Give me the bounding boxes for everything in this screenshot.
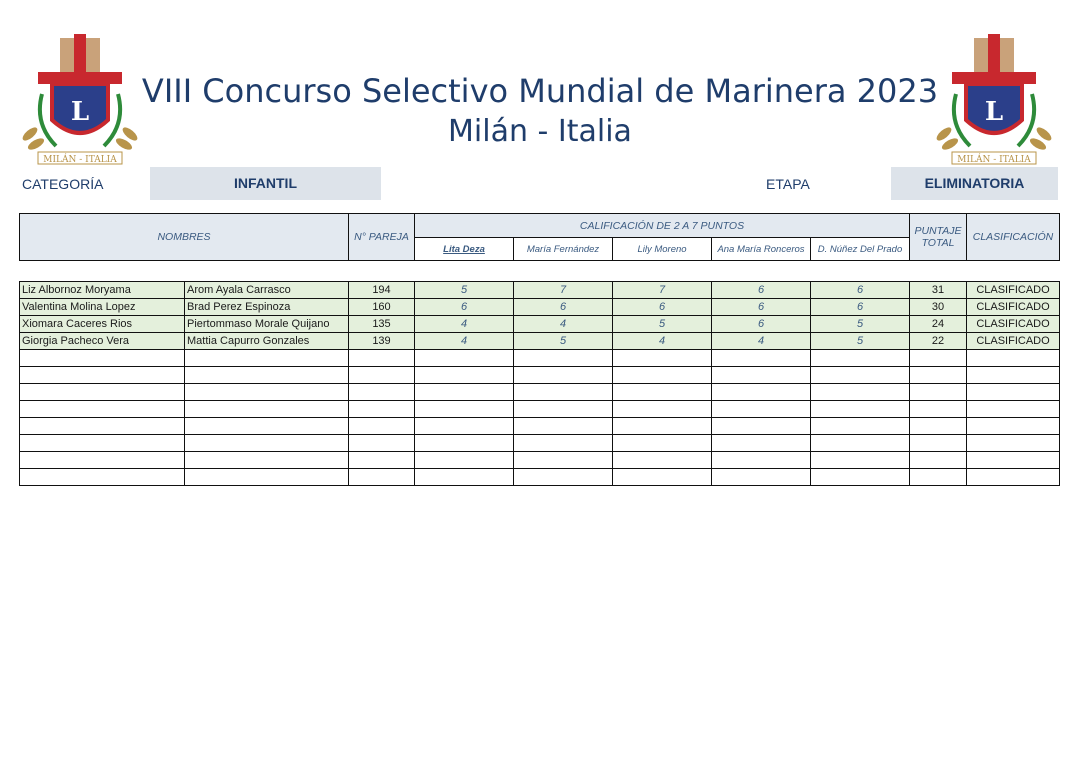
pair-number: 194 (349, 282, 415, 299)
empty-cell (811, 367, 910, 384)
empty-cell (415, 418, 514, 435)
empty-cell (349, 418, 415, 435)
results-table (19, 281, 1060, 486)
category-label: CATEGORÍA (22, 176, 104, 192)
empty-cell (811, 401, 910, 418)
empty-cell (349, 401, 415, 418)
empty-cell (967, 435, 1060, 452)
empty-cell (712, 350, 811, 367)
judge-score: 5 (613, 316, 712, 333)
empty-cell (415, 469, 514, 486)
judge-score: 7 (514, 282, 613, 299)
empty-cell (185, 384, 349, 401)
total-score: 22 (910, 333, 967, 350)
empty-cell (415, 350, 514, 367)
empty-cell (967, 367, 1060, 384)
empty-cell (20, 401, 185, 418)
empty-cell (415, 452, 514, 469)
empty-cell (349, 384, 415, 401)
empty-cell (811, 452, 910, 469)
empty-cell (185, 367, 349, 384)
empty-cell (712, 452, 811, 469)
empty-cell (967, 418, 1060, 435)
judge-score: 7 (613, 282, 712, 299)
stage-value: ELIMINATORIA (891, 167, 1058, 200)
judge-score: 6 (811, 282, 910, 299)
dancer-name-2: Brad Perez Espinoza (185, 299, 349, 316)
dancer-name-2: Mattia Capurro Gonzales (185, 333, 349, 350)
empty-row (20, 469, 1060, 486)
logo-caption: MILÁN - ITALIA (957, 155, 1031, 165)
empty-cell (613, 452, 712, 469)
empty-cell (613, 384, 712, 401)
empty-cell (349, 435, 415, 452)
judge-score: 4 (712, 333, 811, 350)
empty-cell (415, 401, 514, 418)
judge-name: María Fernández (514, 238, 613, 261)
empty-cell (514, 384, 613, 401)
empty-cell (349, 367, 415, 384)
table-row (20, 299, 1060, 316)
judge-score: 6 (712, 316, 811, 333)
empty-cell (20, 367, 185, 384)
empty-cell (910, 384, 967, 401)
page-subtitle: Milán - Italia (448, 114, 632, 149)
empty-cell (20, 418, 185, 435)
judge-name: Ana María Ronceros (712, 238, 811, 261)
classification: CLASIFICADO (967, 333, 1060, 350)
empty-cell (811, 469, 910, 486)
empty-row (20, 350, 1060, 367)
empty-row (20, 452, 1060, 469)
empty-cell (811, 418, 910, 435)
pair-number: 135 (349, 316, 415, 333)
empty-row (20, 418, 1060, 435)
empty-row (20, 401, 1060, 418)
empty-cell (712, 418, 811, 435)
col-class-header: CLASIFICACIÓN (967, 214, 1060, 261)
col-scores-header: CALIFICACIÓN DE 2 A 7 PUNTOS (415, 214, 910, 238)
judge-score: 6 (613, 299, 712, 316)
svg-text:L: L (984, 97, 1004, 127)
empty-cell (514, 350, 613, 367)
empty-cell (910, 367, 967, 384)
empty-cell (514, 401, 613, 418)
judge-score: 6 (712, 282, 811, 299)
empty-cell (811, 435, 910, 452)
empty-cell (349, 469, 415, 486)
empty-cell (967, 469, 1060, 486)
empty-cell (613, 418, 712, 435)
empty-cell (613, 435, 712, 452)
classification: CLASIFICADO (967, 316, 1060, 333)
empty-cell (712, 401, 811, 418)
empty-cell (967, 452, 1060, 469)
empty-cell (712, 384, 811, 401)
dancer-name-2: Arom Ayala Carrasco (185, 282, 349, 299)
judge-score: 6 (514, 299, 613, 316)
table-row (20, 316, 1060, 333)
empty-cell (185, 435, 349, 452)
empty-cell (613, 350, 712, 367)
judge-score: 5 (811, 333, 910, 350)
pair-number: 160 (349, 299, 415, 316)
table-row (20, 333, 1060, 350)
empty-cell (811, 384, 910, 401)
empty-cell (349, 452, 415, 469)
empty-cell (712, 367, 811, 384)
judge-score: 4 (415, 316, 514, 333)
judge-score: 5 (811, 316, 910, 333)
empty-cell (20, 350, 185, 367)
empty-cell (910, 350, 967, 367)
empty-cell (967, 401, 1060, 418)
page-title: VIII Concurso Selectivo Mundial de Marinera 2023 (141, 72, 939, 110)
classification: CLASIFICADO (967, 282, 1060, 299)
empty-cell (20, 384, 185, 401)
dancer-name-1: Valentina Molina Lopez (20, 299, 185, 316)
empty-cell (910, 452, 967, 469)
empty-cell (613, 469, 712, 486)
empty-cell (613, 367, 712, 384)
empty-cell (20, 435, 185, 452)
empty-cell (185, 418, 349, 435)
dancer-name-1: Xiomara Caceres Rios (20, 316, 185, 333)
col-total-header: PUNTAJE TOTAL (910, 214, 967, 261)
pair-number: 139 (349, 333, 415, 350)
judge-score: 4 (415, 333, 514, 350)
empty-cell (185, 452, 349, 469)
col-pair-header: N° PAREJA (349, 214, 415, 261)
judge-score: 5 (514, 333, 613, 350)
judge-score: 5 (415, 282, 514, 299)
empty-cell (712, 469, 811, 486)
empty-cell (811, 350, 910, 367)
judge-name: Lita Deza (415, 238, 514, 261)
judge-score: 6 (811, 299, 910, 316)
empty-cell (20, 452, 185, 469)
empty-cell (910, 435, 967, 452)
club-logo-left (16, 34, 144, 166)
empty-cell (514, 452, 613, 469)
results-table-header (19, 213, 1060, 261)
empty-cell (967, 350, 1060, 367)
empty-cell (910, 469, 967, 486)
dancer-name-2: Piertommaso Morale Quijano (185, 316, 349, 333)
dancer-name-1: Giorgia Pacheco Vera (20, 333, 185, 350)
empty-row (20, 435, 1060, 452)
empty-cell (415, 435, 514, 452)
judge-name: D. Núñez Del Prado (811, 238, 910, 261)
empty-cell (185, 401, 349, 418)
empty-cell (415, 384, 514, 401)
svg-text:L: L (70, 97, 90, 127)
judge-score: 6 (415, 299, 514, 316)
empty-cell (514, 435, 613, 452)
empty-row (20, 384, 1060, 401)
category-value: INFANTIL (150, 167, 381, 200)
judge-score: 4 (613, 333, 712, 350)
col-names-header: NOMBRES (20, 214, 349, 261)
total-score: 31 (910, 282, 967, 299)
judge-score: 4 (514, 316, 613, 333)
empty-cell (514, 418, 613, 435)
empty-row (20, 367, 1060, 384)
club-logo-right (930, 34, 1058, 166)
judge-score: 6 (712, 299, 811, 316)
empty-cell (514, 469, 613, 486)
stage-label: ETAPA (766, 176, 810, 192)
empty-cell (910, 418, 967, 435)
empty-cell (20, 469, 185, 486)
empty-cell (514, 367, 613, 384)
empty-cell (967, 384, 1060, 401)
empty-cell (185, 469, 349, 486)
empty-cell (349, 350, 415, 367)
logo-caption: MILÁN - ITALIA (43, 155, 117, 165)
empty-cell (415, 367, 514, 384)
classification: CLASIFICADO (967, 299, 1060, 316)
empty-cell (613, 401, 712, 418)
judge-name: Lily Moreno (613, 238, 712, 261)
empty-cell (185, 350, 349, 367)
dancer-name-1: Liz Albornoz Moryama (20, 282, 185, 299)
empty-cell (910, 401, 967, 418)
table-row (20, 282, 1060, 299)
total-score: 30 (910, 299, 967, 316)
total-score: 24 (910, 316, 967, 333)
empty-cell (712, 435, 811, 452)
